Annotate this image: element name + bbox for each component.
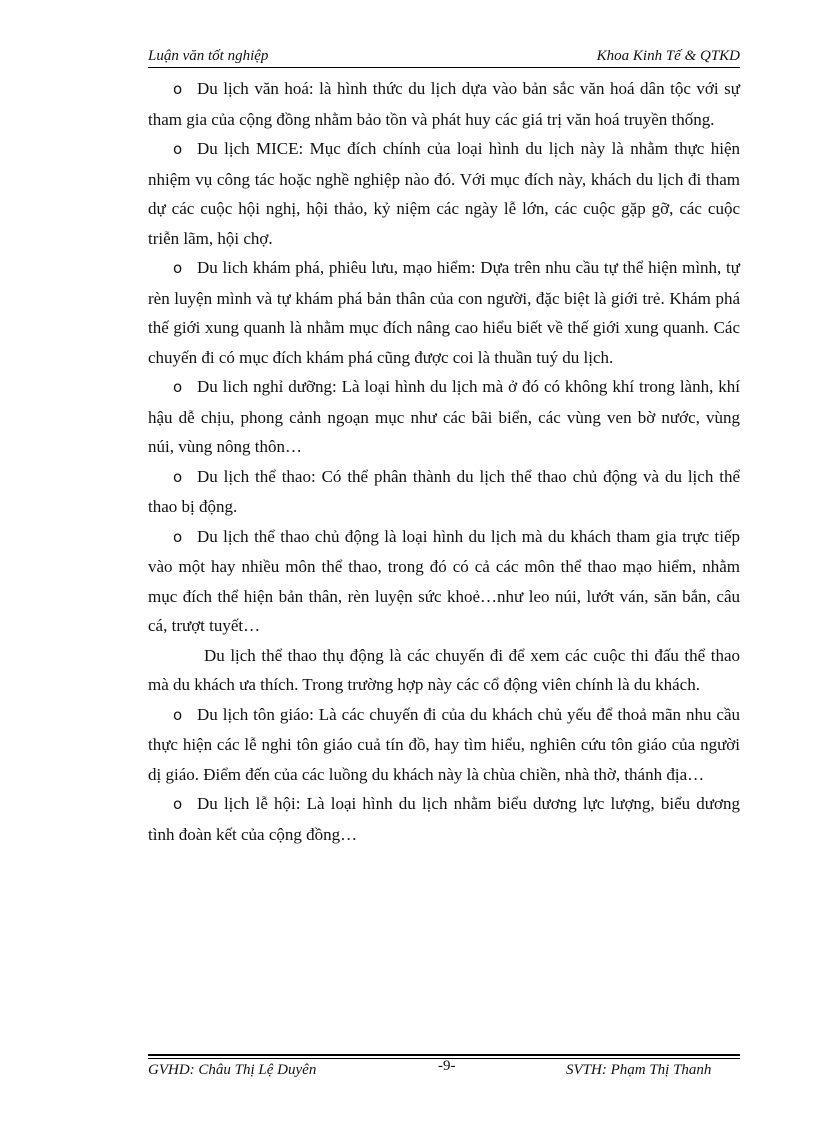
paragraph-text: Du lịch thể thao chủ động là loại hình du lịch mà du khách tham gia trực tiếp vào một hay nhiều môn thể thao, trong đó có cả các môn thể thao mạo hiểm, nhằm mục đích thể hiện bản thân, rèn luyện sức khoẻ…như leo núi, lướt ván, săn bắn, câu cá, trượt tuyết… xyxy=(148,526,740,635)
paragraph-text: Du lịch lễ hội: Là loại hình du lịch nhằm biểu dương lực lượng, biểu dương tình đoàn kết của cộng đồng… xyxy=(148,794,740,844)
bullet-icon: o xyxy=(173,467,183,486)
paragraph-text: Du lich nghỉ dưỡng: Là loại hình du lịch mà ở đó có không khí trong lành, khí hậu dễ chịu, phong cảnh ngoạn mục như các bãi biển, các vùng ven bờ nước, vùng núi, vùng nông thôn… xyxy=(148,377,740,456)
bullet-icon: o xyxy=(173,527,183,546)
paragraph-du-lich-le-hoi xyxy=(148,789,740,849)
paragraph-text: Du lịch thể thao thụ động là các chuyến đi để xem các cuộc thi đấu thể thao mà du khách ưa thích. Trong trường hợp này các cổ động viên chính là du khách. xyxy=(148,645,740,694)
bullet-icon: o xyxy=(173,378,183,396)
bullet-icon: o xyxy=(173,80,183,98)
paragraph-text: Du lich khám phá, phiêu lưu, mạo hiểm: Dựa trên nhu cầu tự thể hiện mình, tự rèn luyện mình và tự khám phá bản thân của con người, đặc biệt là giới trẻ. Khám phá thế giới xung quanh là nhằm mục đích nâng cao hiểu biết về thế giới xung quanh. Các chuyến đi có mục đích khám phá cũng được coi là thuần tuý du lịch. xyxy=(148,258,740,367)
paragraph-text: Du lịch tôn giáo: Là các chuyến đi của du khách chủ yếu để thoả mãn nhu cầu thực hiện các lễ nghi tôn giáo cuả tín đồ, hay tìm hiểu, nghiên cứu tôn giáo của người dị giáo. Điểm đến của các luồng du khách này là chùa chiền, nhà thờ, thánh địa… xyxy=(148,704,740,784)
paragraph-text: Du lịch MICE: Mục đích chính của loại hình du lịch này là nhằm thực hiện nhiệm vụ công tác hoặc nghề nghiệp nào đó. Với mục đích này, khách du lịch đi tham dự các cuộc hội nghị, hội thảo, kỷ niệm các ngày lễ lớn, các cuộc gặp gỡ, các cuộc triễn lãm, hội chợ. xyxy=(148,139,740,248)
footer-divider-thick xyxy=(148,1054,740,1056)
page-header xyxy=(148,48,740,68)
paragraph-text: Du lịch thể thao: Có thể phân thành du lịch thể thao chủ động và du lịch thể thao bị động. xyxy=(148,466,740,516)
paragraph-du-lich-the-thao xyxy=(148,462,740,522)
footer-student: SVTH: Phạm Thị Thanh xyxy=(566,1062,712,1078)
header-divider xyxy=(148,67,740,68)
bullet-icon: o xyxy=(173,705,183,724)
bullet-icon: o xyxy=(173,795,183,813)
paragraph-du-lich-nghi-duong xyxy=(148,372,740,462)
page-number: -9- xyxy=(438,1058,456,1074)
header-left-text: Luận văn tốt nghiệp xyxy=(148,48,269,64)
paragraph-the-thao-thu-dong xyxy=(148,641,740,700)
header-right-text: Khoa Kinh Tế & QTKD xyxy=(596,48,740,64)
paragraph-the-thao-chu-dong xyxy=(148,522,740,641)
paragraph-du-lich-kham-pha xyxy=(148,253,740,372)
page-footer xyxy=(148,1058,740,1082)
page-body xyxy=(148,74,740,849)
paragraph-du-lich-van-hoa xyxy=(148,74,740,134)
bullet-icon: o xyxy=(173,140,183,158)
paragraph-du-lich-ton-giao xyxy=(148,700,740,790)
paragraph-du-lich-mice xyxy=(148,134,740,253)
bullet-icon: o xyxy=(173,259,183,277)
paragraph-text: Du lịch văn hoá: là hình thức du lịch dựa vào bản sắc văn hoá dân tộc với sự tham gia của cộng đồng nhằm bảo tồn và phát huy các giá trị văn hoá truyền thống. xyxy=(148,79,740,129)
footer-supervisor: GVHD: Châu Thị Lệ Duyên xyxy=(148,1062,317,1078)
